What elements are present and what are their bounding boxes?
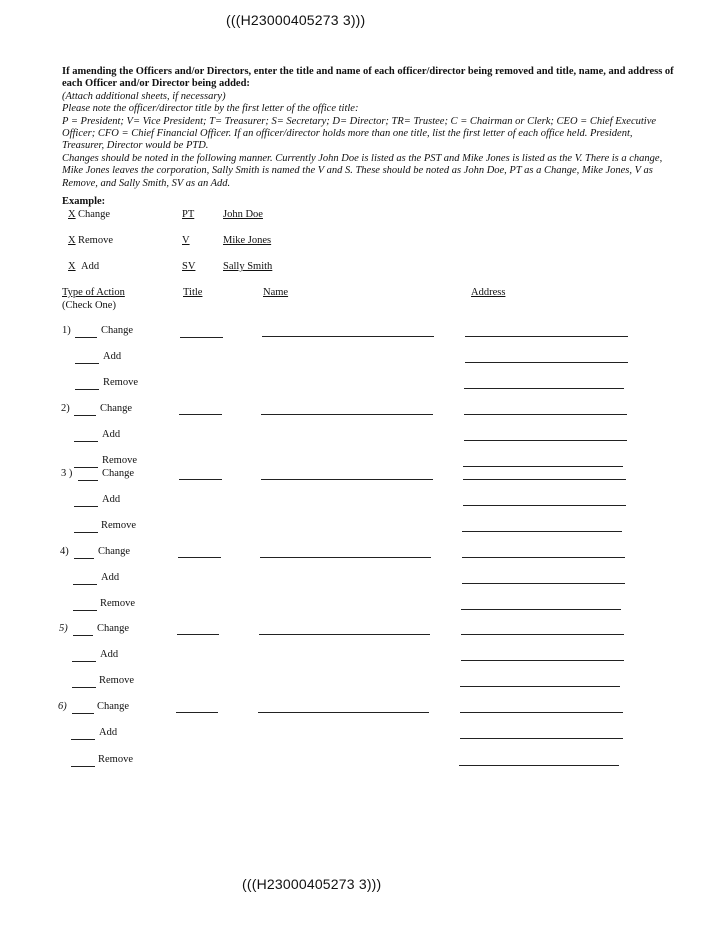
example-label: Example: — [62, 196, 106, 207]
entry-2-change-checkbox[interactable] — [74, 415, 96, 416]
entry-5-remove-label: Remove — [99, 675, 134, 686]
column-name: Name — [263, 287, 289, 298]
entry-3-remove-label: Remove — [101, 520, 136, 531]
entry-2-add-checkbox[interactable] — [74, 441, 98, 442]
entry-3-address-line-1[interactable] — [463, 479, 626, 480]
entry-6-change-checkbox[interactable] — [72, 713, 94, 714]
example-mark-change: X — [68, 209, 76, 220]
entry-1-title-field[interactable] — [180, 337, 223, 338]
example-action-add: Add — [81, 261, 100, 272]
entry-1-remove-label: Remove — [103, 377, 138, 388]
entry-1-number: 1) — [62, 325, 71, 336]
entry-1-name-field[interactable] — [262, 336, 434, 337]
entry-5-address-line-3[interactable] — [460, 686, 620, 687]
instructions-block — [62, 66, 674, 190]
example-title-change: PT — [182, 209, 195, 220]
entry-2-address-line-3[interactable] — [463, 466, 623, 467]
example-title-remove: V — [182, 235, 190, 246]
entry-4-add-label: Add — [101, 572, 120, 583]
entry-3-add-checkbox[interactable] — [74, 506, 98, 507]
entry-2-address-line-2[interactable] — [464, 440, 627, 441]
entry-6-change-label: Change — [97, 701, 130, 712]
entry-3-name-field[interactable] — [261, 479, 433, 480]
example-mark-remove: X — [68, 235, 76, 246]
entry-5-change-checkbox[interactable] — [73, 635, 93, 636]
entry-6-add-label: Add — [99, 727, 118, 738]
entry-3-add-label: Add — [102, 494, 121, 505]
entry-5-remove-checkbox[interactable] — [72, 687, 96, 688]
entry-1-add-checkbox[interactable] — [75, 363, 99, 364]
entry-2-add-label: Add — [102, 429, 121, 440]
entry-5-address-line-1[interactable] — [461, 634, 624, 635]
entry-6-address-line-3[interactable] — [459, 765, 619, 766]
example-name-add: Sally Smith — [223, 261, 273, 272]
title-note: Please note the officer/director title by the first letter of the office title: — [62, 103, 359, 115]
entry-6-name-field[interactable] — [258, 712, 429, 713]
entry-2-name-field[interactable] — [261, 414, 433, 415]
entry-5-number: 5) — [59, 623, 68, 634]
entry-4-change-label: Change — [98, 546, 131, 557]
entry-6-remove-checkbox[interactable] — [71, 766, 95, 767]
entry-2-title-field[interactable] — [179, 414, 222, 415]
entry-4-remove-checkbox[interactable] — [73, 610, 97, 611]
entry-3-number: 3 ) — [61, 468, 73, 479]
entry-1-remove-checkbox[interactable] — [75, 389, 99, 390]
document-header-code: (((H23000405273 3))) — [226, 12, 366, 28]
entry-2-number: 2) — [61, 403, 70, 414]
entry-1-change-label: Change — [101, 325, 134, 336]
entry-3-title-field[interactable] — [179, 479, 222, 480]
entry-4-name-field[interactable] — [260, 557, 431, 558]
entry-3-address-line-3[interactable] — [462, 531, 622, 532]
entry-3-address-line-2[interactable] — [463, 505, 626, 506]
entry-5-add-label: Add — [100, 649, 119, 660]
entry-6-address-line-1[interactable] — [460, 712, 623, 713]
entry-1-address-line-3[interactable] — [464, 388, 624, 389]
entry-1-address-line-2[interactable] — [465, 362, 628, 363]
example-name-change: John Doe — [223, 209, 263, 220]
entry-1-add-label: Add — [103, 351, 122, 362]
entry-4-change-checkbox[interactable] — [74, 558, 94, 559]
entry-5-address-line-2[interactable] — [461, 660, 624, 661]
entry-5-name-field[interactable] — [259, 634, 430, 635]
entry-4-address-line-2[interactable] — [462, 583, 625, 584]
entry-4-remove-label: Remove — [100, 598, 135, 609]
column-title: Title — [183, 287, 203, 298]
entry-5-add-checkbox[interactable] — [72, 661, 96, 662]
entry-1-change-checkbox[interactable] — [75, 337, 97, 338]
entry-2-address-line-1[interactable] — [464, 414, 627, 415]
example-title-add: SV — [182, 261, 196, 272]
instructions-heading: If amending the Officers and/or Directors, enter the title and name of each officer/director being removed and title, name, and address of each Officer and/or Director being added: — [62, 66, 674, 90]
entry-3-remove-checkbox[interactable] — [74, 532, 98, 533]
column-type-of-action: Type of Action — [62, 287, 125, 298]
entry-6-add-checkbox[interactable] — [71, 739, 95, 740]
entry-5-title-field[interactable] — [177, 634, 219, 635]
attach-note: (Attach additional sheets, if necessary) — [62, 90, 226, 102]
entry-2-remove-label: Remove — [102, 455, 137, 466]
entry-6-address-line-2[interactable] — [460, 738, 623, 739]
column-check-one: (Check One) — [62, 300, 116, 311]
entry-6-title-field[interactable] — [176, 712, 218, 713]
entry-3-change-label: Change — [102, 468, 135, 479]
column-address: Address — [471, 287, 506, 298]
entry-5-change-label: Change — [97, 623, 130, 634]
example-action-change: Change — [78, 209, 111, 220]
example-action-remove: Remove — [78, 235, 113, 246]
entry-2-remove-checkbox[interactable] — [74, 467, 98, 468]
entry-4-title-field[interactable] — [178, 557, 221, 558]
entry-3-change-checkbox[interactable] — [78, 480, 98, 481]
changes-note: Changes should be noted in the following manner. Currently John Doe is listed as the PST and Mike Jones is listed as the V. There is a change, Mike Jones leaves the corporation, Sally Smith is named the V and S. These should be noted as John Doe, PT as a Change, Mike Jones, V as Remove, and Sally Smith, SV as an Add. — [62, 152, 663, 189]
entry-6-remove-label: Remove — [98, 754, 133, 765]
example-mark-add: X — [68, 261, 76, 272]
example-name-remove: Mike Jones — [223, 235, 272, 246]
document-footer-code: (((H23000405273 3))) — [242, 876, 382, 892]
entry-1-address-line-1[interactable] — [465, 336, 628, 337]
entry-2-change-label: Change — [100, 403, 133, 414]
title-codes: P = President; V= Vice President; T= Treasurer; S= Secretary; D= Director; TR= Trustee; C = Chairman or Clerk; CEO = Chief Executive Officer; CFO = Chief Financial Officer. If an officer/director holds more than one title, list the first letter of each office held. President, Treasurer, Director would be PTD. — [62, 115, 657, 152]
entry-4-add-checkbox[interactable] — [73, 584, 97, 585]
entry-4-address-line-3[interactable] — [461, 609, 621, 610]
entry-6-number: 6) — [58, 701, 67, 712]
entry-4-address-line-1[interactable] — [462, 557, 625, 558]
entry-4-number: 4) — [60, 546, 69, 557]
